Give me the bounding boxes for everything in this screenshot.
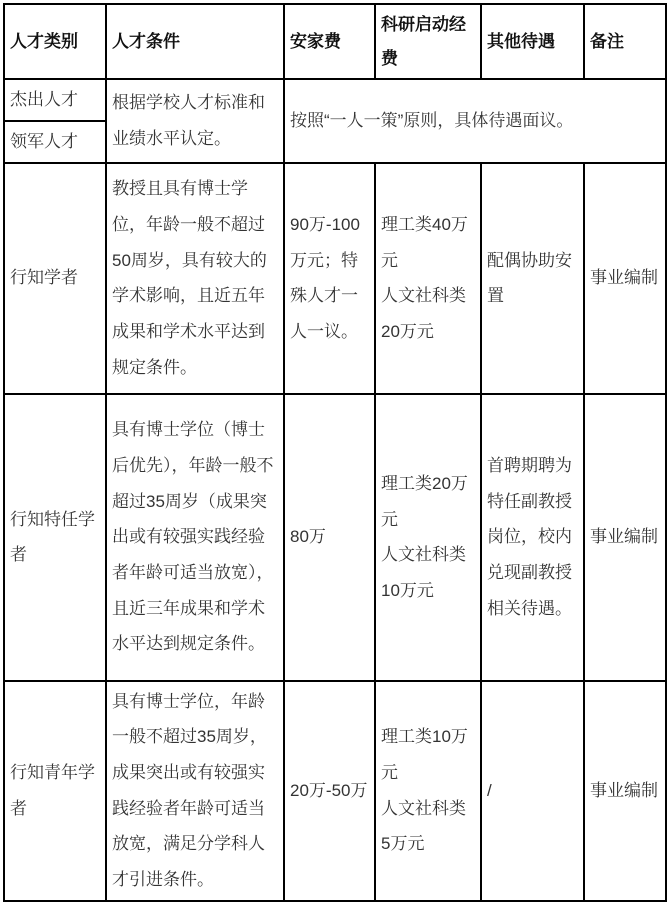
talent-recruitment-table bbox=[3, 3, 667, 902]
cell-special-scholar-category: 行知特任学者 bbox=[4, 394, 106, 681]
cell-xingzhi-scholar-category: 行知学者 bbox=[4, 163, 106, 394]
cell-xingzhi-scholar-remarks: 事业编制 bbox=[584, 163, 666, 394]
cell-xingzhi-scholar-benefits: 配偶协助安置 bbox=[481, 163, 584, 394]
cell-young-scholar-remarks: 事业编制 bbox=[584, 681, 666, 901]
cell-special-scholar-benefits: 首聘期聘为特任副教授岗位，校内兑现副教授相关待遇。 bbox=[481, 394, 584, 681]
cell-xingzhi-scholar-settling: 90万-100万元；特殊人才一人一议。 bbox=[284, 163, 375, 394]
cell-outstanding-talent-category: 杰出人才 bbox=[4, 79, 106, 121]
cell-special-scholar-condition: 具有博士学位（博士后优先），年龄一般不超过35周岁（成果突出或有较强实践经验者年龄可适当放宽），且近三年成果和学术水平达到规定条件。 bbox=[106, 394, 284, 681]
cell-young-scholar-fund bbox=[375, 681, 481, 901]
row-xingzhi-special-scholar bbox=[4, 394, 666, 681]
cell-top-policy: 按照“一人一策”原则，具体待遇面议。 bbox=[284, 79, 666, 163]
cell-special-scholar-settling: 80万 bbox=[284, 394, 375, 681]
header-row bbox=[4, 4, 666, 79]
header-research-fund: 科研启动经费 bbox=[375, 4, 481, 79]
header-remarks: 备注 bbox=[584, 4, 666, 79]
header-other-benefits: 其他待遇 bbox=[481, 4, 584, 79]
cell-special-scholar-fund bbox=[375, 394, 481, 681]
cell-young-scholar-category: 行知青年学者 bbox=[4, 681, 106, 901]
fund-line-science: 理工类10万元 bbox=[381, 727, 468, 783]
cell-young-scholar-condition: 具有博士学位，年龄一般不超过35周岁，成果突出或有较强实践经验者年龄可适当放宽，满足分学科人才引进条件。 bbox=[106, 681, 284, 901]
row-xingzhi-young-scholar bbox=[4, 681, 666, 901]
cell-leading-talent-category: 领军人才 bbox=[4, 121, 106, 163]
page bbox=[0, 3, 668, 906]
header-settling-allowance: 安家费 bbox=[284, 4, 375, 79]
fund-line-humanities: 人文社科类5万元 bbox=[381, 798, 466, 854]
cell-xingzhi-scholar-fund bbox=[375, 163, 481, 394]
cell-special-scholar-remarks: 事业编制 bbox=[584, 394, 666, 681]
cell-top-condition: 根据学校人才标准和业绩水平认定。 bbox=[106, 79, 284, 163]
cell-xingzhi-scholar-condition: 教授且具有博士学位，年龄一般不超过50周岁，具有较大的学术影响，且近五年成果和学术水平达到规定条件。 bbox=[106, 163, 284, 394]
fund-line-science: 理工类40万元 bbox=[381, 214, 468, 270]
fund-line-science: 理工类20万元 bbox=[381, 473, 468, 529]
header-talent-condition: 人才条件 bbox=[106, 4, 284, 79]
fund-line-humanities: 人文社科类10万元 bbox=[381, 545, 466, 600]
fund-line-humanities: 人文社科类20万元 bbox=[381, 286, 466, 341]
row-xingzhi-scholar bbox=[4, 163, 666, 394]
cell-young-scholar-settling: 20万-50万 bbox=[284, 681, 375, 901]
cell-young-scholar-benefits: / bbox=[481, 681, 584, 901]
header-talent-category: 人才类别 bbox=[4, 4, 106, 79]
row-outstanding-talent bbox=[4, 79, 666, 121]
